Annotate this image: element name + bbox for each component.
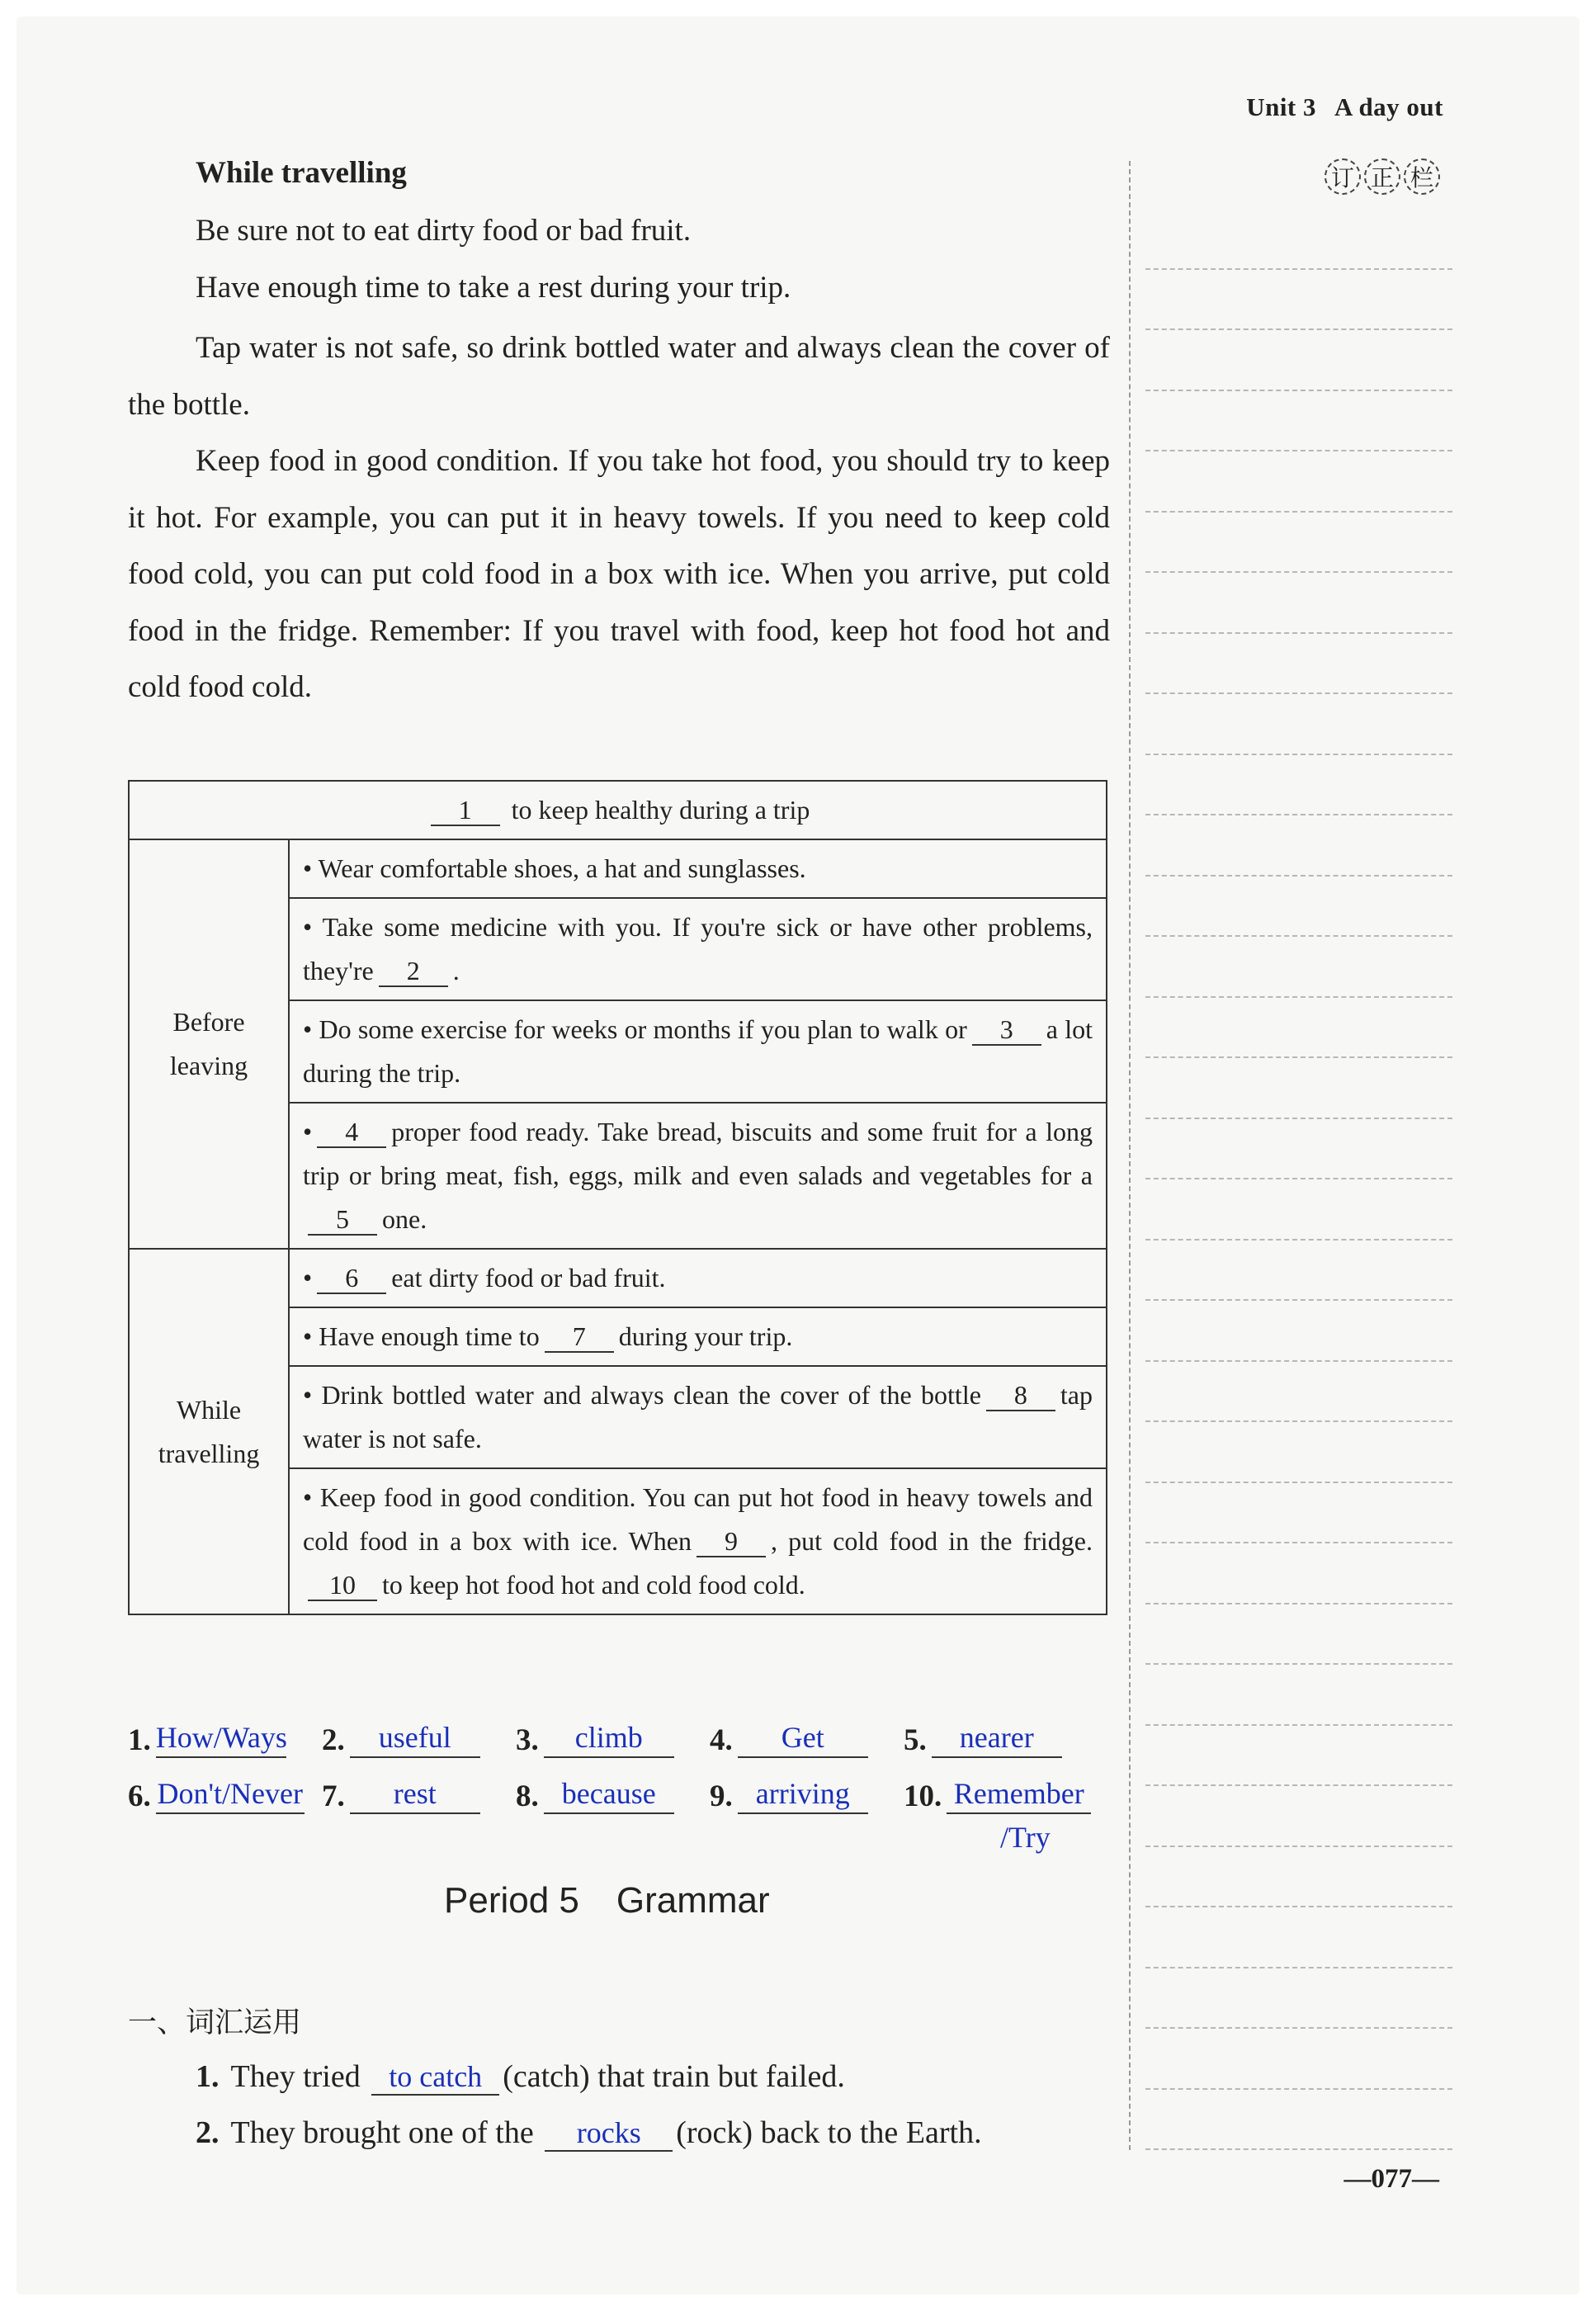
blank-1[interactable]: 1: [431, 795, 500, 826]
correction-column-title: [1324, 158, 1440, 195]
answer-item: 7. rest: [322, 1775, 480, 1814]
answer-10-continued: /Try: [1000, 1821, 1051, 1854]
blank-6[interactable]: 6: [317, 1263, 386, 1294]
answer-item: 9. arriving: [710, 1775, 868, 1814]
answer-4[interactable]: Get: [738, 1718, 868, 1758]
notes-char-3: 栏: [1404, 158, 1440, 195]
answer-1[interactable]: How/Ways: [156, 1718, 286, 1758]
table-row: • Wear comfortable shoes, a hat and sunglasses.: [289, 839, 1107, 898]
answer-item: 2. useful: [322, 1718, 480, 1758]
question-1: 1. They tried to catch (catch) that train but failed.: [196, 2059, 845, 2094]
table-row: • Keep food in good condition. You can put hot food in heavy towels and cold food in a box with ice. When 9 , put cold food in the fridge.10 to keep hot food hot and cold food cold.: [289, 1468, 1107, 1614]
blank-2[interactable]: 2: [379, 956, 448, 987]
period-heading: [444, 1880, 770, 1921]
answer-10[interactable]: Remember: [947, 1775, 1091, 1814]
notes-char-2: 正: [1364, 158, 1400, 195]
before-leaving-label: Before leaving: [129, 839, 289, 1249]
answer-item: 4. Get: [710, 1718, 868, 1758]
answer-8[interactable]: because: [544, 1775, 674, 1814]
blank-8[interactable]: 8: [986, 1380, 1055, 1411]
table-row: • 4 proper food ready. Take bread, biscuits and some fruit for a long trip or bring meat, fish, eggs, milk and even salads and vegetables for a5 one.: [289, 1103, 1107, 1249]
passage-line-2: Have enough time to take a rest during your trip.: [196, 271, 791, 305]
answer-5[interactable]: nearer: [932, 1718, 1062, 1758]
table-row: • Do some exercise for weeks or months if you plan to walk or 3 a lot during the trip.: [289, 1000, 1107, 1103]
answer-3[interactable]: climb: [544, 1718, 674, 1758]
page-number: —077—: [1343, 2164, 1439, 2194]
answer-9[interactable]: arriving: [738, 1775, 868, 1814]
question-2-answer[interactable]: rocks: [545, 2115, 673, 2152]
blank-5[interactable]: 5: [308, 1204, 377, 1236]
table-title: 1 to keep healthy during a trip: [129, 781, 1107, 839]
period-label: Period 5: [444, 1880, 579, 1921]
answer-item: 1. How/Ways: [128, 1718, 286, 1758]
blank-10[interactable]: 10: [308, 1570, 377, 1601]
while-travelling-label: While travelling: [129, 1249, 289, 1614]
notes-char-1: 订: [1324, 158, 1361, 195]
answer-item: 8. because: [516, 1775, 674, 1814]
blank-7[interactable]: 7: [545, 1321, 614, 1353]
question-1-answer[interactable]: to catch: [371, 2059, 499, 2096]
answer-item: 3. climb: [516, 1718, 674, 1758]
unit-title: A day out: [1334, 92, 1443, 121]
passage-paragraph-3: Tap water is not safe, so drink bottled water and always clean the cover of the bottle.: [128, 331, 1110, 422]
summary-table: [128, 780, 1107, 1615]
answer-item: 10. Remember: [904, 1775, 1091, 1814]
answer-7[interactable]: rest: [350, 1775, 480, 1814]
table-row: • Have enough time to 7 during your trip.: [289, 1307, 1107, 1366]
section-heading: 一、词汇运用: [128, 2006, 302, 2039]
table-row: • Take some medicine with you. If you're sick or have other problems, they're 2 .: [289, 898, 1107, 1000]
table-row: • Drink bottled water and always clean the cover of the bottle 8 tap water is not safe.: [289, 1366, 1107, 1468]
answer-item: 5. nearer: [904, 1718, 1062, 1758]
answer-item: 6. Don't/Never: [128, 1775, 305, 1814]
period-name: Grammar: [616, 1880, 770, 1921]
question-2: 2. They brought one of the rocks (rock) back to the Earth.: [196, 2115, 982, 2150]
section-title: While travelling: [196, 156, 407, 190]
answer-2[interactable]: useful: [350, 1718, 480, 1758]
unit-label: Unit 3: [1246, 92, 1317, 121]
blank-9[interactable]: 9: [696, 1526, 766, 1557]
blank-3[interactable]: 3: [972, 1014, 1041, 1046]
passage-line-1: Be sure not to eat dirty food or bad fruit.: [196, 214, 692, 248]
column-divider: [1129, 161, 1131, 2150]
page-header: [1246, 92, 1443, 122]
answer-6[interactable]: Don't/Never: [156, 1775, 305, 1814]
blank-4[interactable]: 4: [317, 1117, 386, 1148]
passage-paragraph-4: Keep food in good condition. If you take hot food, you should try to keep it hot. For example, you can put it in heavy towels. If you need to keep cold food cold, you can put cold food in a box with ice. When you arrive, put cold food in the fridge. Remember: If you travel with food, keep hot food hot and cold food cold.: [128, 444, 1110, 704]
table-row: • 6 eat dirty food or bad fruit.: [289, 1249, 1107, 1307]
